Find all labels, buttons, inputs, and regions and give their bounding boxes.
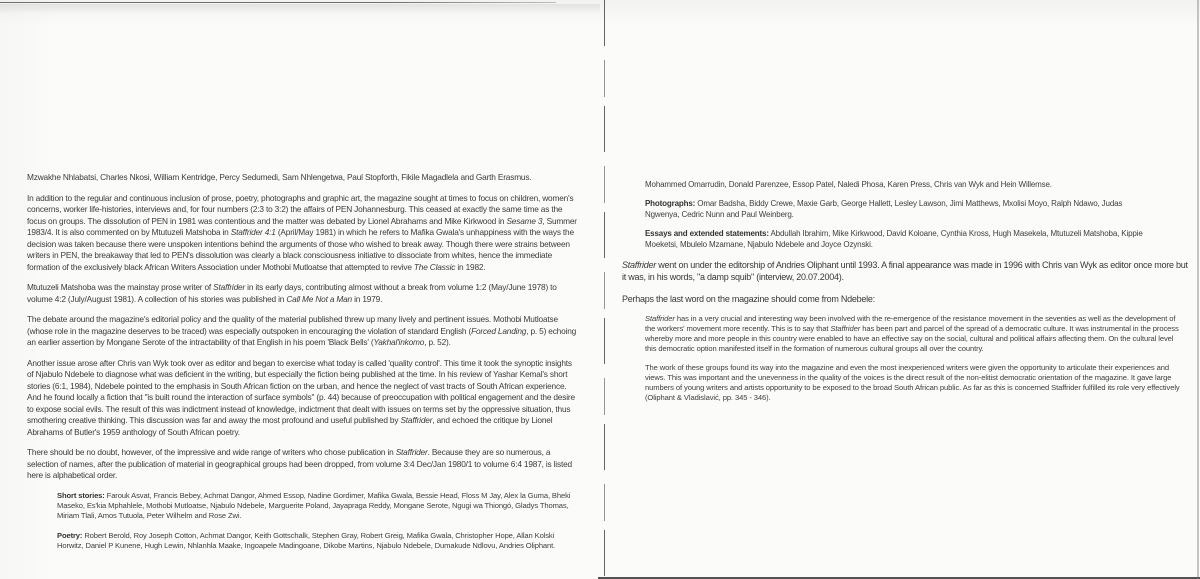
book-gutter-shadow: [604, 0, 605, 579]
poetry-writers-list: Poetry: Robert Berold, Roy Joseph Cotton, Achmat Dangor, Keith Gottschalk, Stephen Gray, Robert Greig, Mafika Gwala, Christopher Hope, Allan Kolski Horwitz, Daniel P Kunene, Hugh Lewin, Nhlanhla Maake, Ingoapele Madingoane, Dikobe Martins, Njabulo Ndebele, Dumakude Ndlovu, Andries Oliphant.: [57, 530, 556, 551]
right-page: [622, 180, 1188, 412]
paragraph-oliphant-editorship: Staffrider went on under the editorship of Andries Oliphant until 1993. A final appearance was made in 1996 with Chris van Wyk as editor once more but it was, in his words, "a damp squib" (interview, 20.07.2004).: [622, 260, 1188, 283]
scan-right-edge-artifact: [1197, 0, 1199, 579]
photographs-contributors-list: Photographs: Omar Badsha, Biddy Crewe, Maxie Garb, George Hallett, Lesley Lawson, Jimi Matthews, Mxolisi Moyo, Ralph Ndawo, Judas Ngwenya, Cedric Nunn and Paul Weinberg.: [645, 199, 1123, 219]
paragraph-matshoba: Mtutuzeli Matshoba was the mainstay prose writer of Staffrider in its early days, contributing almost without a break from volume 1:2 (May/June 1978) to volume 4:2 (July/August 1981). A collection of his stories was published in Call Me Not a Man in 1979.: [27, 282, 557, 304]
ndebele-quote-part1: Staffrider has in a very crucial and interesting way been involved with the re-emergence of the resistance movement in the seventies as well as the development of the workers' movement more recently. This is to say that Staffrider has been part and parcel of the spread of a democratic culture. It was instrumental in the process whereby more and more people in this country were enabled to have an effective say on the social, cultural and political affairs affecting them. On the cultural level this democratic option manifested itself in the formation of numerous cultural groups all over the country.: [645, 314, 1179, 354]
paragraph-quality-control: Another issue arose after Chris van Wyk took over as editor and began to exercise what today is called 'quality control'. This time it took the synoptic insights of Njabulo Ndebele to diagnose what was deficient in the writing, but especially the fiction being published at the time. In his review of Yashar Kemal's short stories (6:1, 1984), Ndebele pointed to the emphasis in South African fiction on the urban, and hence the neglect of vast tracts of South African experience. And he found locally a fiction that "is built round the interaction of surface symbols" (p. 44) because of preoccupation with political engagement and the desire to expose social evils. The result of this was indictment instead of knowledge, indictment that dealt with issues on terms set by the oppressive situation, thus smothering creative thinking. This discussion was far and away the most profound and useful published by Staffrider, and echoed the critique by Lionel Abrahams of Butler's 1959 anthology of South African poetry.: [27, 357, 575, 437]
essays-contributors-list: Essays and extended statements: Abdullah Ibrahim, Mike Kirkwood, David Koloane, Cynthia Kross, Hugh Masekela, Mtutuzeli Matshoba, Kippie Moeketsi, Mbulelo Mzamane, Njabulo Ndebele and Joyce Ozynski.: [645, 229, 1143, 249]
paragraph-writers-range: There should be no doubt, however, of the impressive and wide range of writers who chose publication in Staffrider. Because they are so numerous, a selection of names, after the publication of material in geographical groups had been dropped, from volume 3:4 Dec/Jan 1980/1 to volume 6:4 1987, is listed here is alphabetical order.: [27, 447, 572, 480]
left-page: [27, 172, 578, 561]
paragraph-editorial-policy: The debate around the magazine's editorial policy and the quality of the material published threw up many lively and pertinent issues. Mothobi Mutloatse (whose role in the magazine deserves to be traced) was especially outspoken in encouraging the violation of standard English (Forced Landing, p. 5) echoing an earlier assertion by Mongane Serote of the intractability of that English in his poem 'Black Bells' (Yakhal'inkomo, p. 52).: [27, 314, 577, 347]
ndebele-quote-part2: The work of these groups found its way into the magazine and even the most inexperienced writers were given the opportunity to articulate their experiences and views. This was important and the unevenness in the quality of the voices is the direct result of the non-elitist democratic orientation of the magazine. It gave large numbers of young writers and artists opportunity to be exposed to the broad South African public. As far as this is concerned Staffrider fulfilled its role very effectively (Oliphant & Vladislavić, pp. 345 - 346).: [645, 363, 1180, 403]
short-stories-writers-list: Short stories: Farouk Asvat, Francis Bebey, Achmat Dangor, Ahmed Essop, Nadine Gordimer, Mafika Gwala, Bessie Head, Floss M Jay, Alex la Guma, Bheki Maseko, Es'kia Mphahlele, Mothobi Mutloatse, Njabulo Ndebele, Marguerite Poland, Jayapraga Reddy, Mongane Serote, Ngugi wa Thiongó, Gladys Thomas, Miriam Tlali, Amos Tutuola, Peter Wilhelm and Rose Zwi.: [57, 490, 571, 521]
scan-top-smudge-artifact: [0, 4, 600, 14]
scan-top-edge-artifact: [0, 2, 556, 3]
paragraph-pen-dissolution: In addition to the regular and continuous inclusion of prose, poetry, photographs and graphic art, the magazine sought at times to focus on children, women's concerns, worker life-histories, interviews and, for four numbers (2:3 to 3:2) the affairs of PEN Johannesburg. This ceased at exactly the same time as the focus on groups. The dissolution of PEN in 1981 was contentious and the matter was debated by Lionel Abrahams and Mike Kirkwood in Sesame 3, Summer 1983/4. It is also commented on by Mtutuzeli Matshoba in Staffrider 4:1 (April/May 1981) in which he refers to Mafika Gwala's unhappiness with the ways the decision was taken because there were unspoken intentions behind the arguments of those who wished to break away. Though there were strains between writers in PEN, the breakaway that led to PEN's dissolution was clearly a black consciousness initiative to dissociate from whites, hence the immediate formation of the exclusively black African Writers Association under Mothobi Mutloatse that attempted to revive The Classic in 1982.: [27, 192, 577, 272]
writers-names-continuation: Mzwakhe Nhlabatsi, Charles Nkosi, William Kentridge, Percy Sedumedi, Sam Nhlengetwa, Paul Stopforth, Fikile Magadlela and Garth Erasmus.: [27, 172, 532, 182]
poetry-writers-list-continuation: Mohammed Omarrudin, Donald Parenzee, Essop Patel, Naledi Phosa, Karen Press, Chris van Wyk and Hein Willemse.: [645, 180, 1052, 189]
paragraph-last-word-intro: Perhaps the last word on the magazine should come from Ndebele:: [622, 293, 875, 304]
